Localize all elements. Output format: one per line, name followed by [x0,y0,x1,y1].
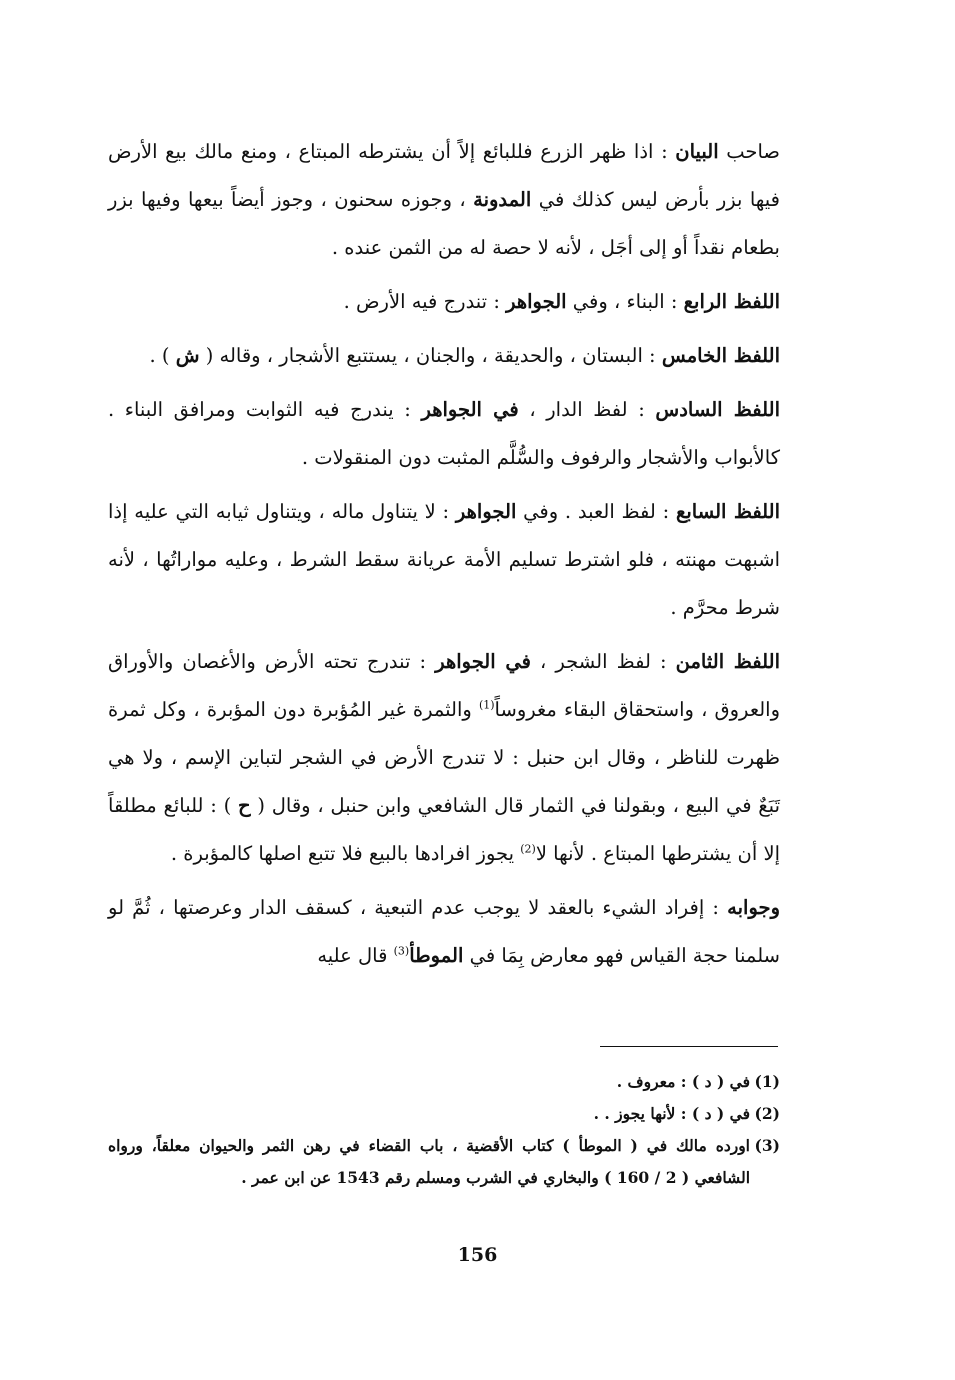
paragraph [108,332,780,380]
text-segment: قال عليه [317,944,394,967]
text-segment: : لفظ الدار ، [518,398,656,421]
text-segment: ، وجوزه سحنون ، وجوز أيضاً بيعها وفيها بزر بطعام نقداً أو إلى أجَل ، لأنه لا حصة له من الثمن عنده . [108,188,780,259]
text-segment: : تندرج تحته الأرض والأغصان والأوراق والعروق ، واستحقاق البقاء مغروساً [108,650,780,721]
paragraph-heading: اللفظ السابع [675,500,781,523]
footnote-text: في ( د ) : معروف . [616,1072,750,1091]
footnote-separator [600,1046,778,1047]
footnote-ref: (1) [478,698,495,712]
bold-term: الموطأ [409,944,464,967]
text-segment: والثمرة غير المُؤبرة دون المؤبرة ، وكل ثمرة ظهرت للناظر ، وقال ابن حنبل : لا تندرج الأرض في الشجر لتباين الإسم ، ولا هي تَبَعٌ في البيع ، وبقولنا في الثمار قال الشافعي وابن حنبل ، وقال ( [108,698,780,817]
bold-term: الجواهر [506,290,567,313]
text-segment: : يندرج فيه الثوابت ومرافق البناء . كالأبواب والأشجار والرفوف والسُّلَّم المثبت دون المنقولات . [108,398,780,469]
footnote [108,1066,780,1098]
footnote-number: (2) [754,1104,780,1123]
bold-term: البيان [675,140,719,163]
text-segment: صاحب [718,140,780,163]
footnote-number: (3) [754,1136,780,1155]
text-segment: : اذا ظهر الزرع فللبائع إلاً أن يشترطه المبتاع ، ومنع مالك بيع الأرض فيها بزر بأرض ليس كذلك في [108,140,781,211]
bold-term: الجواهر [455,500,517,523]
footnote-number: (1) [754,1072,780,1091]
text-segment: يجوز افرادها بالبيع فلا تتبع اصلها كالمؤبرة . [170,842,521,865]
paragraph [108,638,780,878]
paragraph-heading: وجوابه [727,896,780,919]
main-text [108,128,780,986]
text-segment: : لفظ العبد . وفي [516,500,676,523]
paragraph-heading: اللفظ الثامن [675,650,780,673]
paragraph-heading: اللفظ السادس [655,398,780,421]
paragraph [108,278,780,326]
footnote-text: اورده مالك في ( الموطأ ) كتاب الأقضية ، باب القضاء في رهن الثمر والحيوان معلقاً، ورواه الشافعي ( 2 / 160 ) والبخاري في الشرب ومسلم رقم 1543 عن ابن عمر . [108,1136,750,1187]
bold-term: في الجواهر [435,650,531,673]
footnote-ref: (3) [393,944,410,958]
footnote-text: في ( د ) : لأنها يجوز . . [593,1104,750,1123]
footnotes [108,1066,780,1194]
paragraph [108,488,780,632]
text-segment: ) . [149,344,176,367]
text-segment: : لفظ الشجر ، [530,650,676,673]
paragraph [108,884,780,980]
text-segment: : البناء ، وفي [566,290,684,313]
page-number: 156 [457,1244,498,1266]
text-segment: : لا يتناول ماله ، ويتناول ثيابه التي عليه إذا اشبهت مهنته ، فلو اشترط تسليم الأمة عريانة سقط الشرط ، وعليه مواراتُها ، لأنه شرط محرَّم . [108,500,780,619]
bold-term: ح [238,794,251,817]
text-segment: : إفراد الشيء بالعقد لا يوجب عدم التبعية ، كسقف الدار وعرصتها ، ثُمَّ لو سلمنا حجة القياس فهو معارض بِمَا في [108,896,780,967]
paragraph-heading: اللفظ الخامس [661,344,780,367]
bold-term: ش [175,344,200,367]
text-segment: : تندرج فيه الأرض . [343,290,507,313]
text-segment: : البستان ، والحديقة ، والجنان ، يستتبع الأشجار ، وقاله ( [199,344,662,367]
bold-term: المدونة [473,188,532,211]
paragraph-heading: اللفظ الرابع [683,290,780,313]
bold-term: في الجواهر [421,398,519,421]
footnote [108,1130,780,1194]
paragraph [108,386,780,482]
paragraph [108,128,780,272]
text-segment: ) : للبائع مطلقاً إلا أن يشترطها المبتاع . لأنها لا [108,794,780,865]
footnote-ref: (2) [520,842,536,856]
footnote [108,1098,780,1130]
